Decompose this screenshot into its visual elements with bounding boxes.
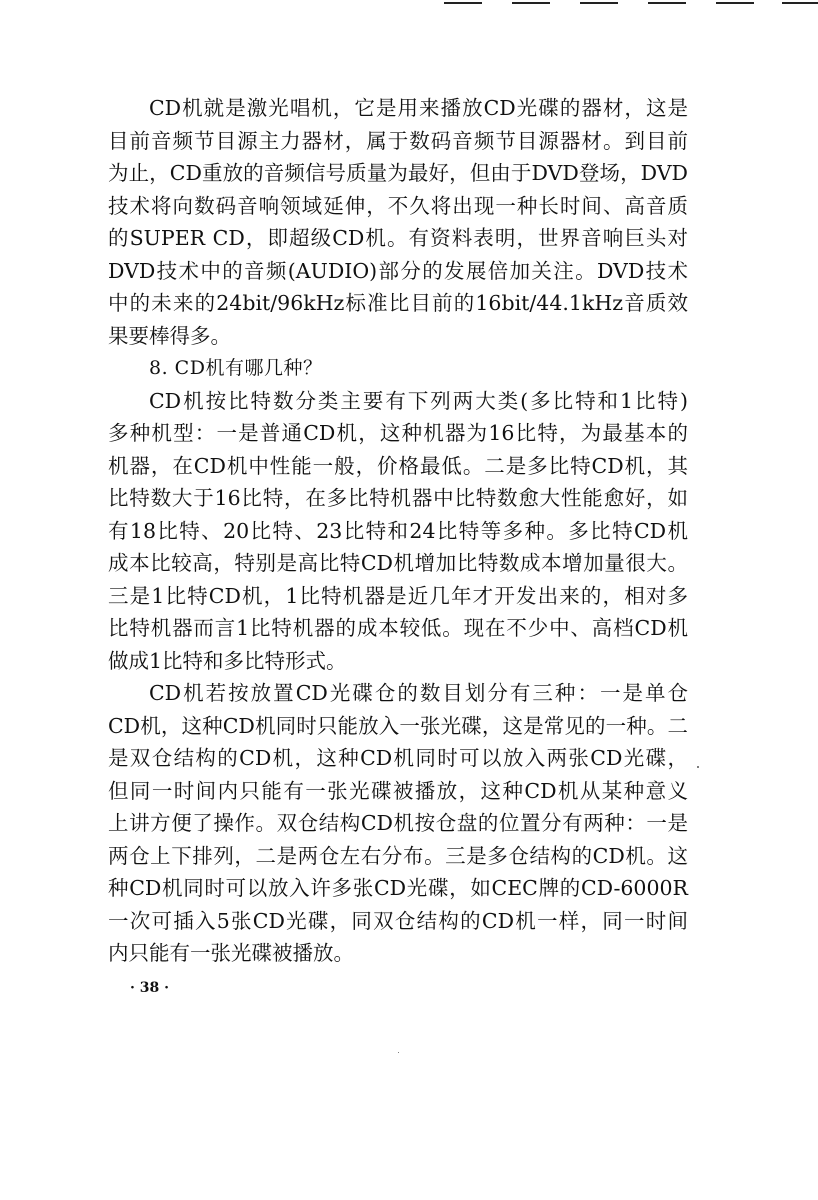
text-line: CD机若按放置CD光碟仓的数目划分有三种：一是单仓 — [149, 681, 688, 705]
section-heading: 8. CD机有哪几种？ — [149, 357, 323, 379]
text-line: 成本比较高，特别是高比特CD机增加比特数成本增加量很大。 — [108, 551, 688, 575]
top-rule — [648, 2, 686, 4]
top-rule — [580, 2, 618, 4]
text-line: 中的未来的24bit/96kHz标准比目前的16bit/44.1kHz音质效 — [108, 291, 688, 315]
top-rule — [444, 2, 482, 4]
top-rule — [716, 2, 754, 4]
top-rule — [782, 2, 818, 4]
text-line: 做成1比特和多比特形式。 — [108, 648, 347, 673]
text-line: 果要棒得多。 — [108, 323, 231, 348]
scan-speck — [398, 1052, 399, 1053]
top-rule — [512, 2, 550, 4]
text-line: DVD技术中的音频(AUDIO)部分的发展倍加关注。DVD技术 — [108, 258, 688, 283]
page-body — [108, 92, 688, 970]
page-number: · 38 · — [130, 980, 169, 996]
text-line: 但同一时间内只能有一张光碟被播放，这种CD机从某种意义 — [108, 778, 688, 803]
text-line: 技术将向数码音响领域延伸，不久将出现一种长时间、高音质 — [108, 193, 688, 218]
text-line: 三是1比特CD机，1比特机器是近几年才开发出来的，相对多 — [108, 583, 688, 608]
text-line: 内只能有一张光碟被播放。 — [108, 941, 354, 965]
text-line: 比特机器而言1比特机器的成本较低。现在不少中、高档CD机 — [108, 616, 688, 640]
text-line: CD机，这种CD机同时只能放入一张光碟，这是常见的一种。二 — [108, 713, 688, 738]
scan-speck — [697, 766, 699, 768]
text-line: 有18比特、20比特、23比特和24比特等多种。多比特CD机 — [108, 518, 688, 543]
text-line: CD机就是激光唱机，它是用来播放CD光碟的器材，这是 — [149, 96, 688, 120]
text-line: 机器，在CD机中性能一般，价格最低。二是多比特CD机，其 — [108, 453, 688, 478]
text-line: 的SUPER CD，即超级CD机。有资料表明，世界音响巨头对 — [108, 226, 688, 250]
text-line: 一次可插入5张CD光碟，同双仓结构的CD机一样，同一时间 — [108, 908, 688, 933]
text-line: 为止，CD重放的音频信号质量为最好，但由于DVD登场，DVD — [108, 161, 688, 185]
text-line: 目前音频节目源主力器材，属于数码音频节目源器材。到目前 — [108, 128, 688, 153]
text-line: 多种机型：一是普通CD机，这种机器为16比特，为最基本的 — [108, 421, 688, 445]
text-line: CD机按比特数分类主要有下列两大类(多比特和1比特) — [149, 388, 688, 413]
text-line: 种CD机同时可以放入许多张CD光碟，如CEC牌的CD-6000R — [108, 876, 688, 900]
text-line: 两仓上下排列，二是两仓左右分布。三是多仓结构的CD机。这 — [108, 843, 688, 868]
text-line: 是双仓结构的CD机，这种CD机同时可以放入两张CD光碟， — [108, 746, 688, 770]
text-line: 上讲方便了操作。双仓结构CD机按仓盘的位置分有两种：一是 — [108, 811, 688, 835]
text-line: 比特数大于16比特，在多比特机器中比特数愈大性能愈好，如 — [108, 486, 688, 510]
